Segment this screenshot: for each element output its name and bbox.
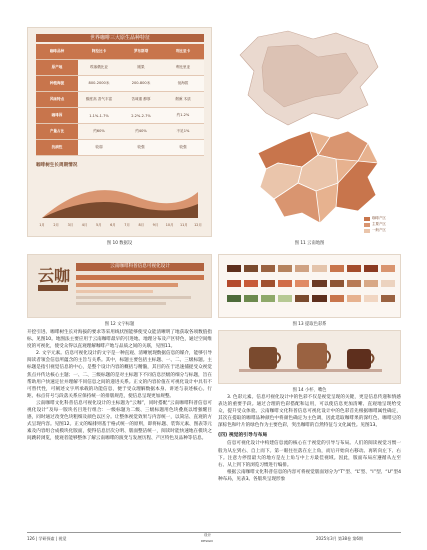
table-cell: 较强 <box>137 145 145 149</box>
footer-rule <box>27 532 401 533</box>
figure-13 <box>218 254 401 318</box>
table-cell: 烟熏 木质 <box>175 97 191 101</box>
figure-14 <box>218 330 401 384</box>
figure-14-caption: 图 14 小杯、嘴色 <box>292 388 327 393</box>
yunnan-map <box>218 27 401 237</box>
x-tick-label: 12月 <box>194 223 202 227</box>
table-row <box>36 92 204 108</box>
table-row-header: 种植海拔 <box>36 76 78 91</box>
table-row-header: 咖啡品种 <box>36 44 78 59</box>
x-tick-label: 7月 <box>124 223 130 227</box>
x-tick-label: 8月 <box>138 223 145 227</box>
table-cell: 埃塞俄比亚 <box>90 65 108 69</box>
table-cell: 不足1% <box>176 129 190 133</box>
table-cell: 800-2000米 <box>88 81 110 85</box>
right-paragraph-2: 信息可视化设计中构建信息流的核心在于视觉的引导与布局。人们的阅读视觉习惯一般为从左到右、自上而下。第一眼往往落在左上角，而后开始向右移动。再转向左下、右下。注意力停留最大的地方是左上角与中上方最佳视域。因此，版面布局应遵循从左至右、从上到下的浏览习惯进行编排。 <box>218 441 401 468</box>
table-cell: 约40% <box>135 129 147 133</box>
map-legend-3: 一般产区 <box>372 228 386 232</box>
figure-10-caption: 图 10 数据设 <box>106 241 133 246</box>
footer-center-top: 设计 <box>204 533 212 537</box>
left-paragraph-1: 开挖引进、咖啡树生长对海拔的要求等采用线状图能够使受众能清晰明了地获取各项数值指标。见图10。地图法主要应用于云南咖啡最早的引进地、地理分布及产区特色，通过空间维度的可视化，使受众得以直观理解咖啡产地与品质之间的关联，见图11。 <box>27 330 213 350</box>
table-cell: 利比里卡 <box>162 44 204 59</box>
table-row-header: 咖啡因 <box>36 108 78 123</box>
x-tick-label: 9月 <box>152 223 159 227</box>
table-row-header: 产量占比 <box>36 124 78 139</box>
banner-title: 云南咖啡科普信息可视化设计 <box>76 263 204 271</box>
table-cell: 刚果 <box>137 65 145 69</box>
figure-11 <box>218 27 401 237</box>
table-cell: 利比里亚 <box>175 65 191 69</box>
growth-cycle-chart <box>34 170 206 230</box>
map-legend-1: 咖啡产区 <box>372 216 386 220</box>
table-row <box>36 60 204 76</box>
x-tick-label: 6月 <box>110 223 116 227</box>
left-paragraph-2: 2. 文字元素。信息可视化设计的文字是一种直观、清晰展现数据信息的媒介，能够引导阅读者领会信息所蕴含的主旨与关系。其中，标题主要包括主标题、一、二、三级标题。主标题是指引视觉信息的中心，是整个设计内容的概括与精髓，其目的在于迅速捕捉受众视觉焦点并传达核心主题；一、二、三级标题的是对主标题下不同信息层级的细分与标题，旨在帮助用户快速定位并理解不同信息之间的递进关系。正文的内容价值在可视化设计中具有不可替代性，可阐述文字所承载的功能信息，便于受众理解数据本身、讲述与表述核心。行距、标点符号与段落关系应保持统一的排版规范，使信息呈现更加规整。 <box>27 351 212 399</box>
figure-11-caption: 图 11 云南地图 <box>294 241 325 246</box>
map-legend-2: 主要产区 <box>372 222 386 226</box>
left-column <box>27 329 212 443</box>
table-row <box>36 44 204 60</box>
table-title: 世界咖啡三大原生品种特征 <box>36 34 204 42</box>
table-cell: 约1.2% <box>176 113 190 117</box>
x-tick-label: 2月 <box>53 223 59 227</box>
right-paragraph-1: 3. 色彩元素。信息可视化设计中的色彩不仅是视觉呈现的关键，更是信息传递和情感表达的重要手段。通过合理的色彩搭配和运用，可以使信息更加清晰、直观地呈现给受众，提升受众体验。云南咖啡文化科普信息可视化设计中的色彩首先根据咖啡属性确定，其次在提取的咖啡品种颜色中将颜色确定为主色调，因此选取咖啡果的深红色、咖啡豆的深棕色和叶片的绿色作为主要色彩，突出咖啡的自然特征与文化属性。见图13。 <box>218 395 401 429</box>
section-heading: (四) 视觉的引导与布局 <box>218 433 268 439</box>
left-paragraph-3: 云南咖啡文化科普信息可视化设计的主标题为“云咖”，同时搭配“云南咖啡科普信息可视化设计”及每一版块名目进行组合：一级标题为二级、三级标题用色块叠底以增强醒目感，同时通过改变色块粗细及颜色以区分。让整体视觉效果与内容统一，以简洁、直观的方式呈现内容。见图12。正文的编排则基于格式统一的原则，即将标题、装饰元素、图表等元素及内容组合成模块化版面，使得信息层次分明、版面整洁统一，阅读时能快速地在模块之间跳转浏览，使观者能够整体了解云南咖啡的演变与发展历程、产区特色及品种等信息。 <box>27 400 213 442</box>
table-cell: 1.1%-1.7% <box>89 113 109 118</box>
table-row-header: 风味特点 <box>36 92 78 107</box>
footer-center-bottom: DESIGN <box>201 539 213 543</box>
figure-13-caption: 图 13 提取色彩系 <box>292 322 327 327</box>
x-tick-label: 4月 <box>81 223 88 227</box>
footer-right: 2025年3月 第38卷 第6期 <box>316 536 363 541</box>
figure-12-caption: 图 12 文字标题 <box>104 322 135 327</box>
table-cell: 阿拉比卡 <box>78 44 120 59</box>
x-tick-label: 11月 <box>179 223 188 227</box>
chart-title: 咖啡树生长周期情况 <box>36 163 78 168</box>
footer-left: 126 | 学研探索 | 视觉 <box>27 536 67 541</box>
characteristics-table <box>36 44 204 156</box>
table-cell: 较弱 <box>95 145 103 149</box>
figure-10 <box>27 27 212 237</box>
brand-title: 云咖 <box>38 266 71 285</box>
figure-12 <box>27 254 212 318</box>
table-cell: 较强 <box>179 145 187 149</box>
table-cell: 200-800米 <box>131 81 151 85</box>
table-row <box>36 124 204 140</box>
x-tick-label: 3月 <box>67 223 74 227</box>
table-row-header: 抗病性 <box>36 140 78 155</box>
table-row <box>36 108 204 124</box>
table-cell: 约60% <box>93 129 105 133</box>
level-bars <box>76 275 204 305</box>
right-column <box>218 394 401 483</box>
table-cell: 低海拔 <box>177 81 189 85</box>
table-cell: 2.2%-2.7% <box>131 113 151 118</box>
table-row <box>36 140 204 156</box>
coffee-cups-illustration <box>219 331 402 385</box>
table-row <box>36 76 204 92</box>
right-paragraph-3: 根据云南咖啡文化科普信息的内容可将视觉版面划分为“T”型、“L”型、“I”型、“U”型4种布局，见表3。各版块呈现形象 <box>218 469 401 482</box>
x-tick-label: 5月 <box>95 223 102 227</box>
coffee-cup-icon <box>38 285 68 291</box>
color-swatch-rows <box>227 265 395 302</box>
x-tick-label: 1月 <box>39 223 45 227</box>
table-cell: 罗布斯塔 <box>120 44 162 59</box>
table-row-header: 原产地 <box>36 60 78 75</box>
table-cell: 苦味重 醇厚 <box>131 97 151 101</box>
x-tick-label: 10月 <box>165 223 174 227</box>
table-cell: 酸度高 香气丰富 <box>85 97 113 101</box>
